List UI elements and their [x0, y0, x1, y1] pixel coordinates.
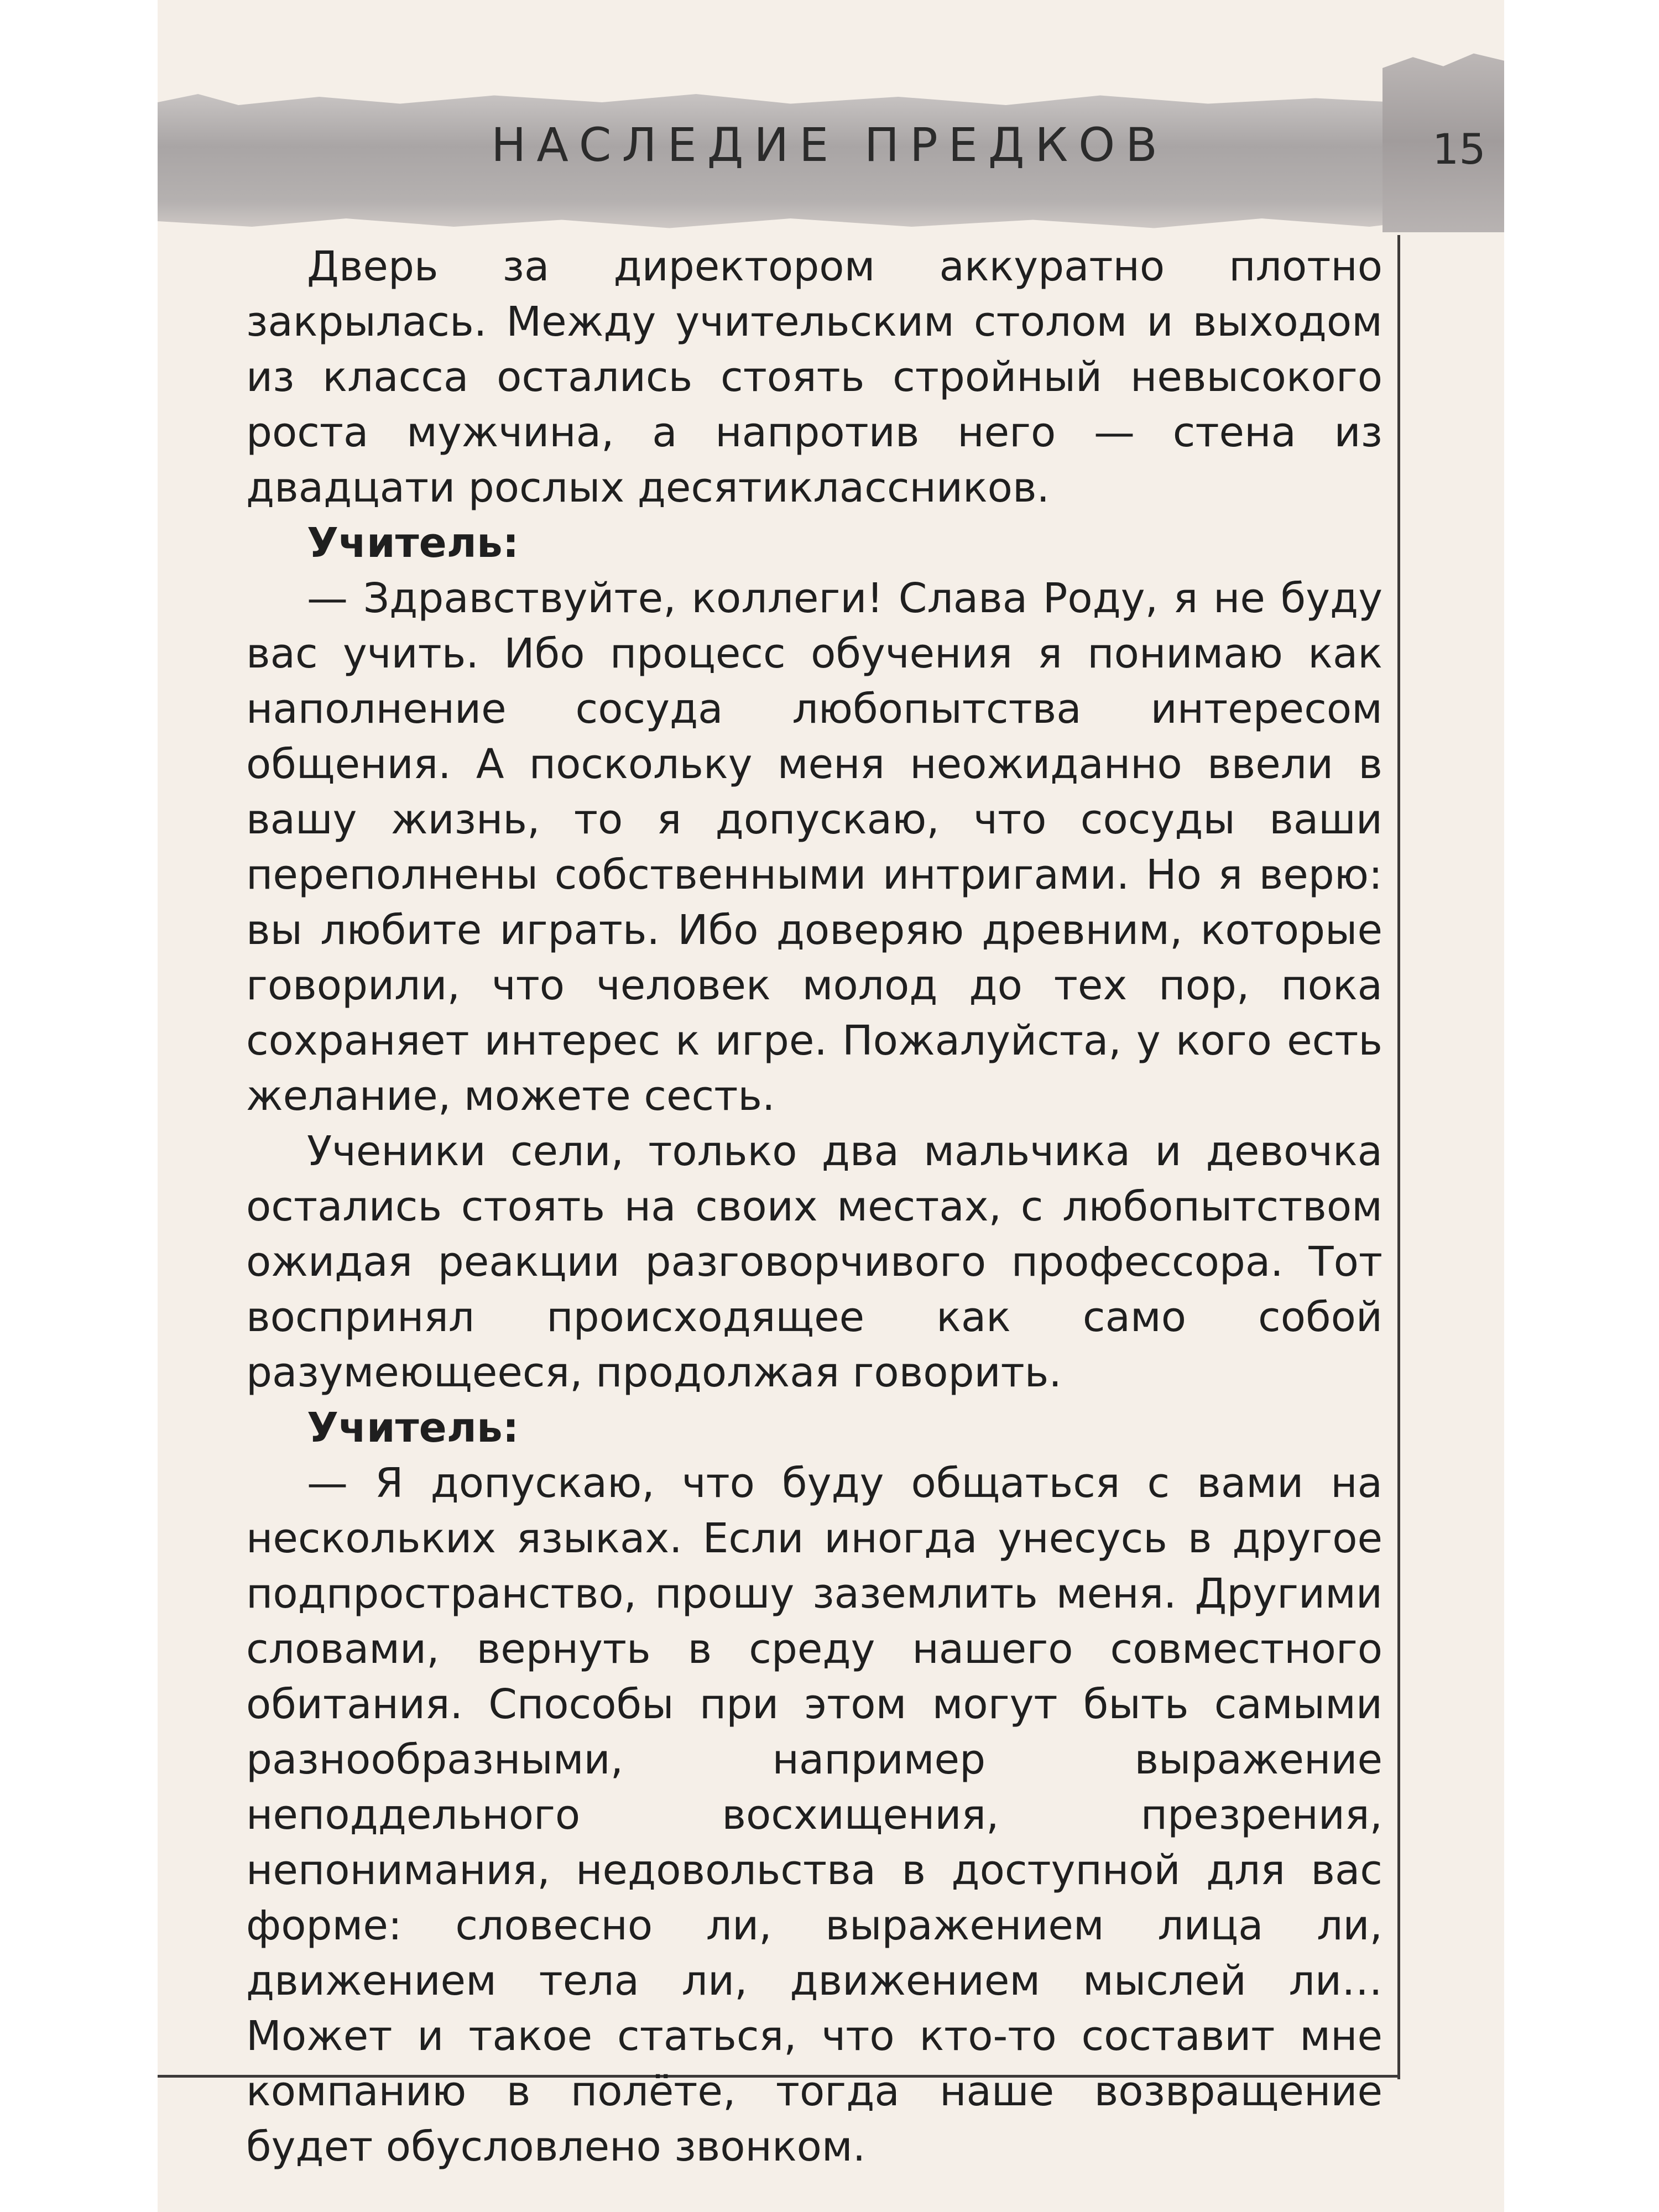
- paragraph: — Здравствуйте, коллеги! Слава Роду, я не буду вас учить. Ибо процесс обучения я понимаю как наполнение сосуда любопытства интересом общения. А поскольку меня неожиданно ввели в вашу жизнь, то я допускаю, что сосуды ваши переполнены собственными интригами. Но я верю: вы любите играть. Ибо доверяю древним, которые говорили, что человек молод до тех пор, пока сохраняет интерес к игре. Пожалуйста, у кого есть желание, можете сесть.: [246, 575, 1383, 1120]
- paragraph: Дверь за директором аккуратно плотно закрылась. Между учительским столом и выходом из класса остались стоять стройный невысокого роста мужчина, а напротив него — стена из двадцати рослых десятиклассников.: [246, 243, 1383, 512]
- body-text: [246, 239, 1383, 2174]
- page-number: 15: [1432, 124, 1486, 174]
- frame-right-rule: [1397, 235, 1400, 2079]
- speaker-label: Учитель:: [307, 519, 519, 567]
- running-title: НАСЛЕДИЕ ПРЕДКОВ: [491, 118, 1168, 172]
- paragraph: Ученики сели, только два мальчика и девочка остались стоять на своих местах, с любопытством ожидая реакции разговорчивого профессора. Тот воспринял происходящее как само собой разумеющееся, продолжая говорить.: [246, 1128, 1383, 1396]
- speaker-label: Учитель:: [307, 1404, 519, 1452]
- paragraph: — Я допускаю, что буду общаться с вами на нескольких языках. Если иногда унесусь в другое подпространство, прошу заземлить меня. Другими словами, вернуть в среду нашего совместного обитания. Способы при этом могут быть самыми разнообразными, например выражение неподдельного восхищения, презрения, непонимания, недовольства в доступной для вас форме: словесно ли, выражением лица ли, движением тела ли, движением мыслей ли… Может и такое статься, что кто-то составит мне компанию в полёте, тогда наше возвращение будет обусловлено звонком.: [246, 1459, 1383, 2171]
